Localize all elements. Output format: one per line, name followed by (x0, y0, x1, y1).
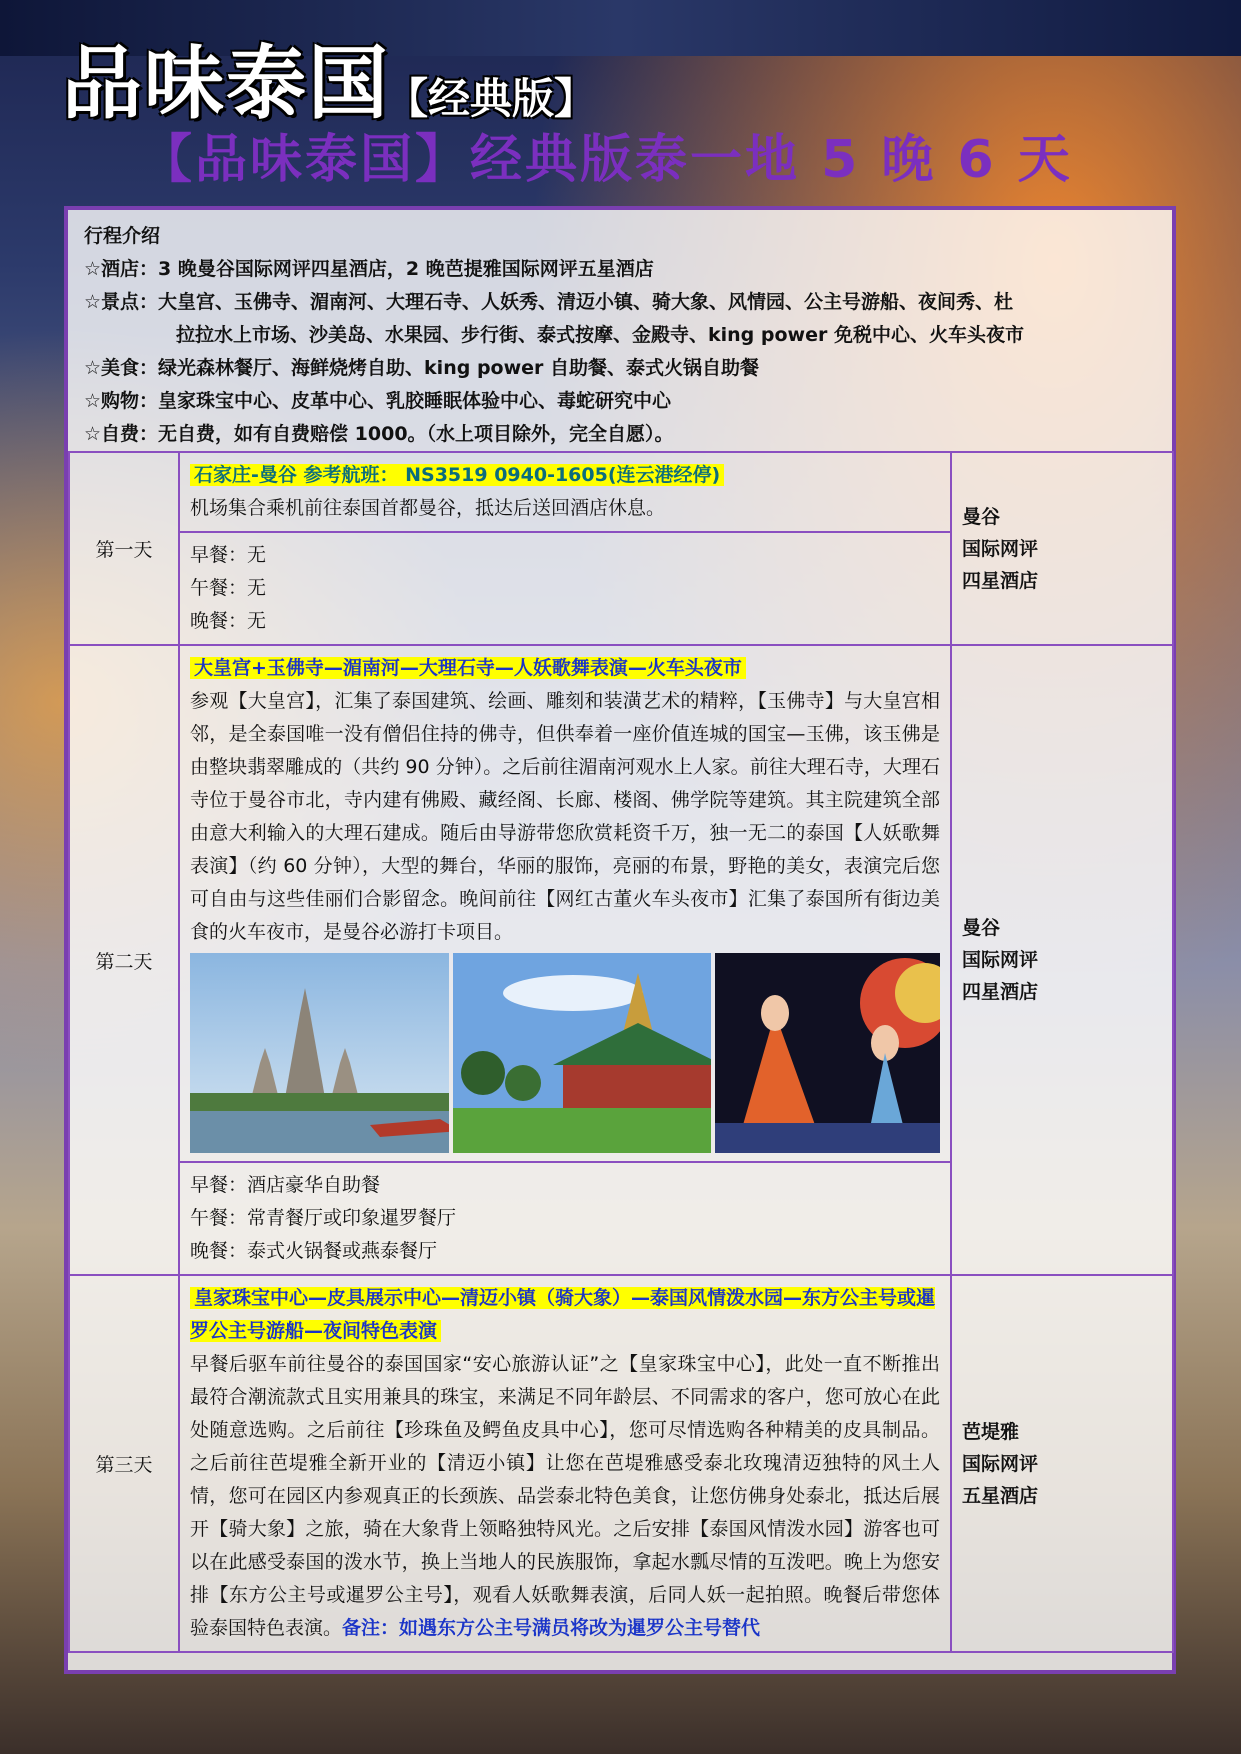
table-row (69, 645, 1173, 1275)
hotel-city: 曼谷 (962, 505, 1001, 528)
intro-section (84, 220, 1164, 451)
day-label: 第二天 (69, 645, 179, 1275)
intro-optional-line (84, 418, 1164, 451)
meal-breakfast: 早餐：无 (190, 544, 267, 566)
day-content (179, 1275, 951, 1652)
intro-value: 大皇宫、玉佛寺、湄南河、大理石寺、人妖秀、清迈小镇、骑大象、风情园、公主号游船、夜间秀、杜 (158, 291, 1014, 313)
meals (180, 1161, 950, 1274)
meal-breakfast: 早餐：酒店豪华自助餐 (190, 1174, 381, 1196)
meal-dinner: 晚餐：泰式火锅餐或燕泰餐厅 (190, 1240, 438, 1262)
hotel-class: 四星酒店 (962, 981, 1039, 1003)
itinerary-table (68, 451, 1174, 1653)
intro-value: 拉拉水上市场、沙美岛、水果园、步行街、泰式按摩、金殿寺、king power 免税中心、火车头夜市 (176, 324, 1024, 346)
hotel-cell (951, 452, 1173, 645)
day-description: 参观【大皇宫】，汇集了泰国建筑、绘画、雕刻和装潢艺术的精粹，【玉佛寺】与大皇宫相邻，是全泰国唯一没有僧侣住持的佛寺，但供奉着一座价值连城的国宝—玉佛，该玉佛是由整块翡翠雕成的（共约 90 分钟）。之后前往湄南河观水上人家。前往大理石寺，大理石寺位于曼谷市北，寺内建有佛殿、藏经阁、长廊、楼阁、佛学院等建筑。其主院建筑全部由意大利输入的大理石建成。随后由导游带您欣赏耗资千万，独一无二的泰国【人妖歌舞表演】（约 60 分钟），大型的舞台，华丽的服饰，亮丽的布景，野艳的美女，表演完后您可自由与这些佳丽们合影留念。晚间前往【网红古董火车头夜市】汇集了泰国所有街边美食的火车夜市，是曼谷必游打卡项目。 (190, 690, 940, 943)
day-label: 第一天 (69, 452, 179, 645)
hotel-class: 四星酒店 (962, 569, 1039, 592)
intro-value: 绿光森林餐厅、海鲜烧烤自助、king power 自助餐、泰式火锅自助餐 (158, 357, 760, 379)
day-summary (180, 453, 950, 531)
meal-lunch: 午餐：常青餐厅或印象暹罗餐厅 (190, 1207, 457, 1229)
day-description: 机场集合乘机前往泰国首都曼谷，抵达后送回酒店休息。 (190, 497, 666, 519)
intro-key: ☆酒店： (84, 258, 159, 280)
grand-palace-photo (453, 953, 712, 1153)
route-heading: 皇家珠宝中心—皮具展示中心—清迈小镇（骑大象）—泰国风情泼水园—东方公主号或暹罗公主号游船—夜间特色表演 (190, 1287, 936, 1342)
meals (180, 531, 950, 644)
day-label: 第三天 (69, 1275, 179, 1652)
subtitle: 【品味泰国】经典版泰一地 5 晚 6 天 (140, 130, 1073, 190)
itinerary-card (64, 206, 1176, 1674)
route-heading: 石家庄-曼谷 参考航班： NS3519 0940-1605(连云港经停) (190, 464, 724, 486)
intro-sights-line-cont (84, 319, 1164, 352)
intro-key: ☆购物： (84, 390, 159, 412)
intro-hotel-line (84, 253, 1164, 286)
intro-sights-line (84, 286, 1164, 319)
hotel-cell (951, 645, 1173, 1275)
cabaret-show-photo (715, 953, 940, 1153)
hotel-rating: 国际网评 (962, 537, 1039, 560)
intro-value: 无自费，如有自费赔偿 1000。（水上项目除外，完全自愿）。 (158, 423, 674, 445)
day-description (190, 1348, 940, 1645)
day-summary (180, 1276, 950, 1651)
day-note: 备注：如遇东方公主号满员将改为暹罗公主号替代 (342, 1617, 761, 1639)
intro-value: 3 晚曼谷国际网评四星酒店，2 晚芭提雅国际网评五星酒店 (158, 258, 654, 280)
route-heading: 大皇宫+玉佛寺—湄南河—大理石寺—人妖歌舞表演—火车头夜市 (190, 657, 746, 679)
table-row (69, 452, 1173, 645)
meal-dinner: 晚餐：无 (190, 610, 267, 632)
day-summary (180, 646, 950, 1161)
intro-key: ☆景点： (84, 291, 159, 313)
intro-food-line (84, 352, 1164, 385)
hotel-rating: 国际网评 (962, 1452, 1039, 1475)
day-content (179, 645, 951, 1275)
intro-value: 皇家珠宝中心、皮革中心、乳胶睡眠体验中心、毒蛇研究中心 (158, 390, 672, 412)
intro-key: ☆自费： (84, 423, 159, 445)
table-row (69, 1275, 1173, 1652)
intro-heading: 行程介绍 (84, 225, 161, 247)
day-content (179, 452, 951, 645)
hotel-city: 曼谷 (962, 917, 1001, 939)
meal-lunch: 午餐：无 (190, 577, 267, 599)
hotel-rating: 国际网评 (962, 949, 1039, 971)
temple-river-photo (190, 953, 449, 1153)
edition-tag: 【经典版】 (386, 74, 597, 123)
hotel-class: 五星酒店 (962, 1484, 1039, 1507)
day-description-text: 早餐后驱车前往曼谷的泰国国家“安心旅游认证”之【皇家珠宝中心】，此处一直不断推出最符合潮流款式且实用兼具的珠宝，来满足不同年龄层、不同需求的客户，您可放心在此处随意选购。之后前往【珍珠鱼及鳄鱼皮具中心】，您可尽情选购各种精美的皮具制品。之后前往芭堤雅全新开业的【清迈小镇】让您在芭堤雅感受泰北玫瑰清迈独特的风土人情，您可在园区内参观真正的长颈族、品尝泰北特色美食，让您仿佛身处泰北，抵达后展开【骑大象】之旅，骑在大象背上领略独特风光。之后安排【泰国风情泼水园】游客也可以在此感受泰国的泼水节，换上当地人的民族服饰，拿起水瓢尽情的互泼吧。晚上为您安排【东方公主号或暹罗公主号】，观看人妖歌舞表演，后同人妖一起拍照。晚餐后带您体验泰国特色表演。 (190, 1353, 940, 1639)
intro-shopping-line (84, 385, 1164, 418)
intro-key: ☆美食： (84, 357, 159, 379)
hotel-city: 芭堤雅 (962, 1420, 1020, 1443)
photo-strip (190, 953, 940, 1153)
hotel-cell (951, 1275, 1173, 1652)
page-title: 品味泰国 (62, 37, 390, 130)
